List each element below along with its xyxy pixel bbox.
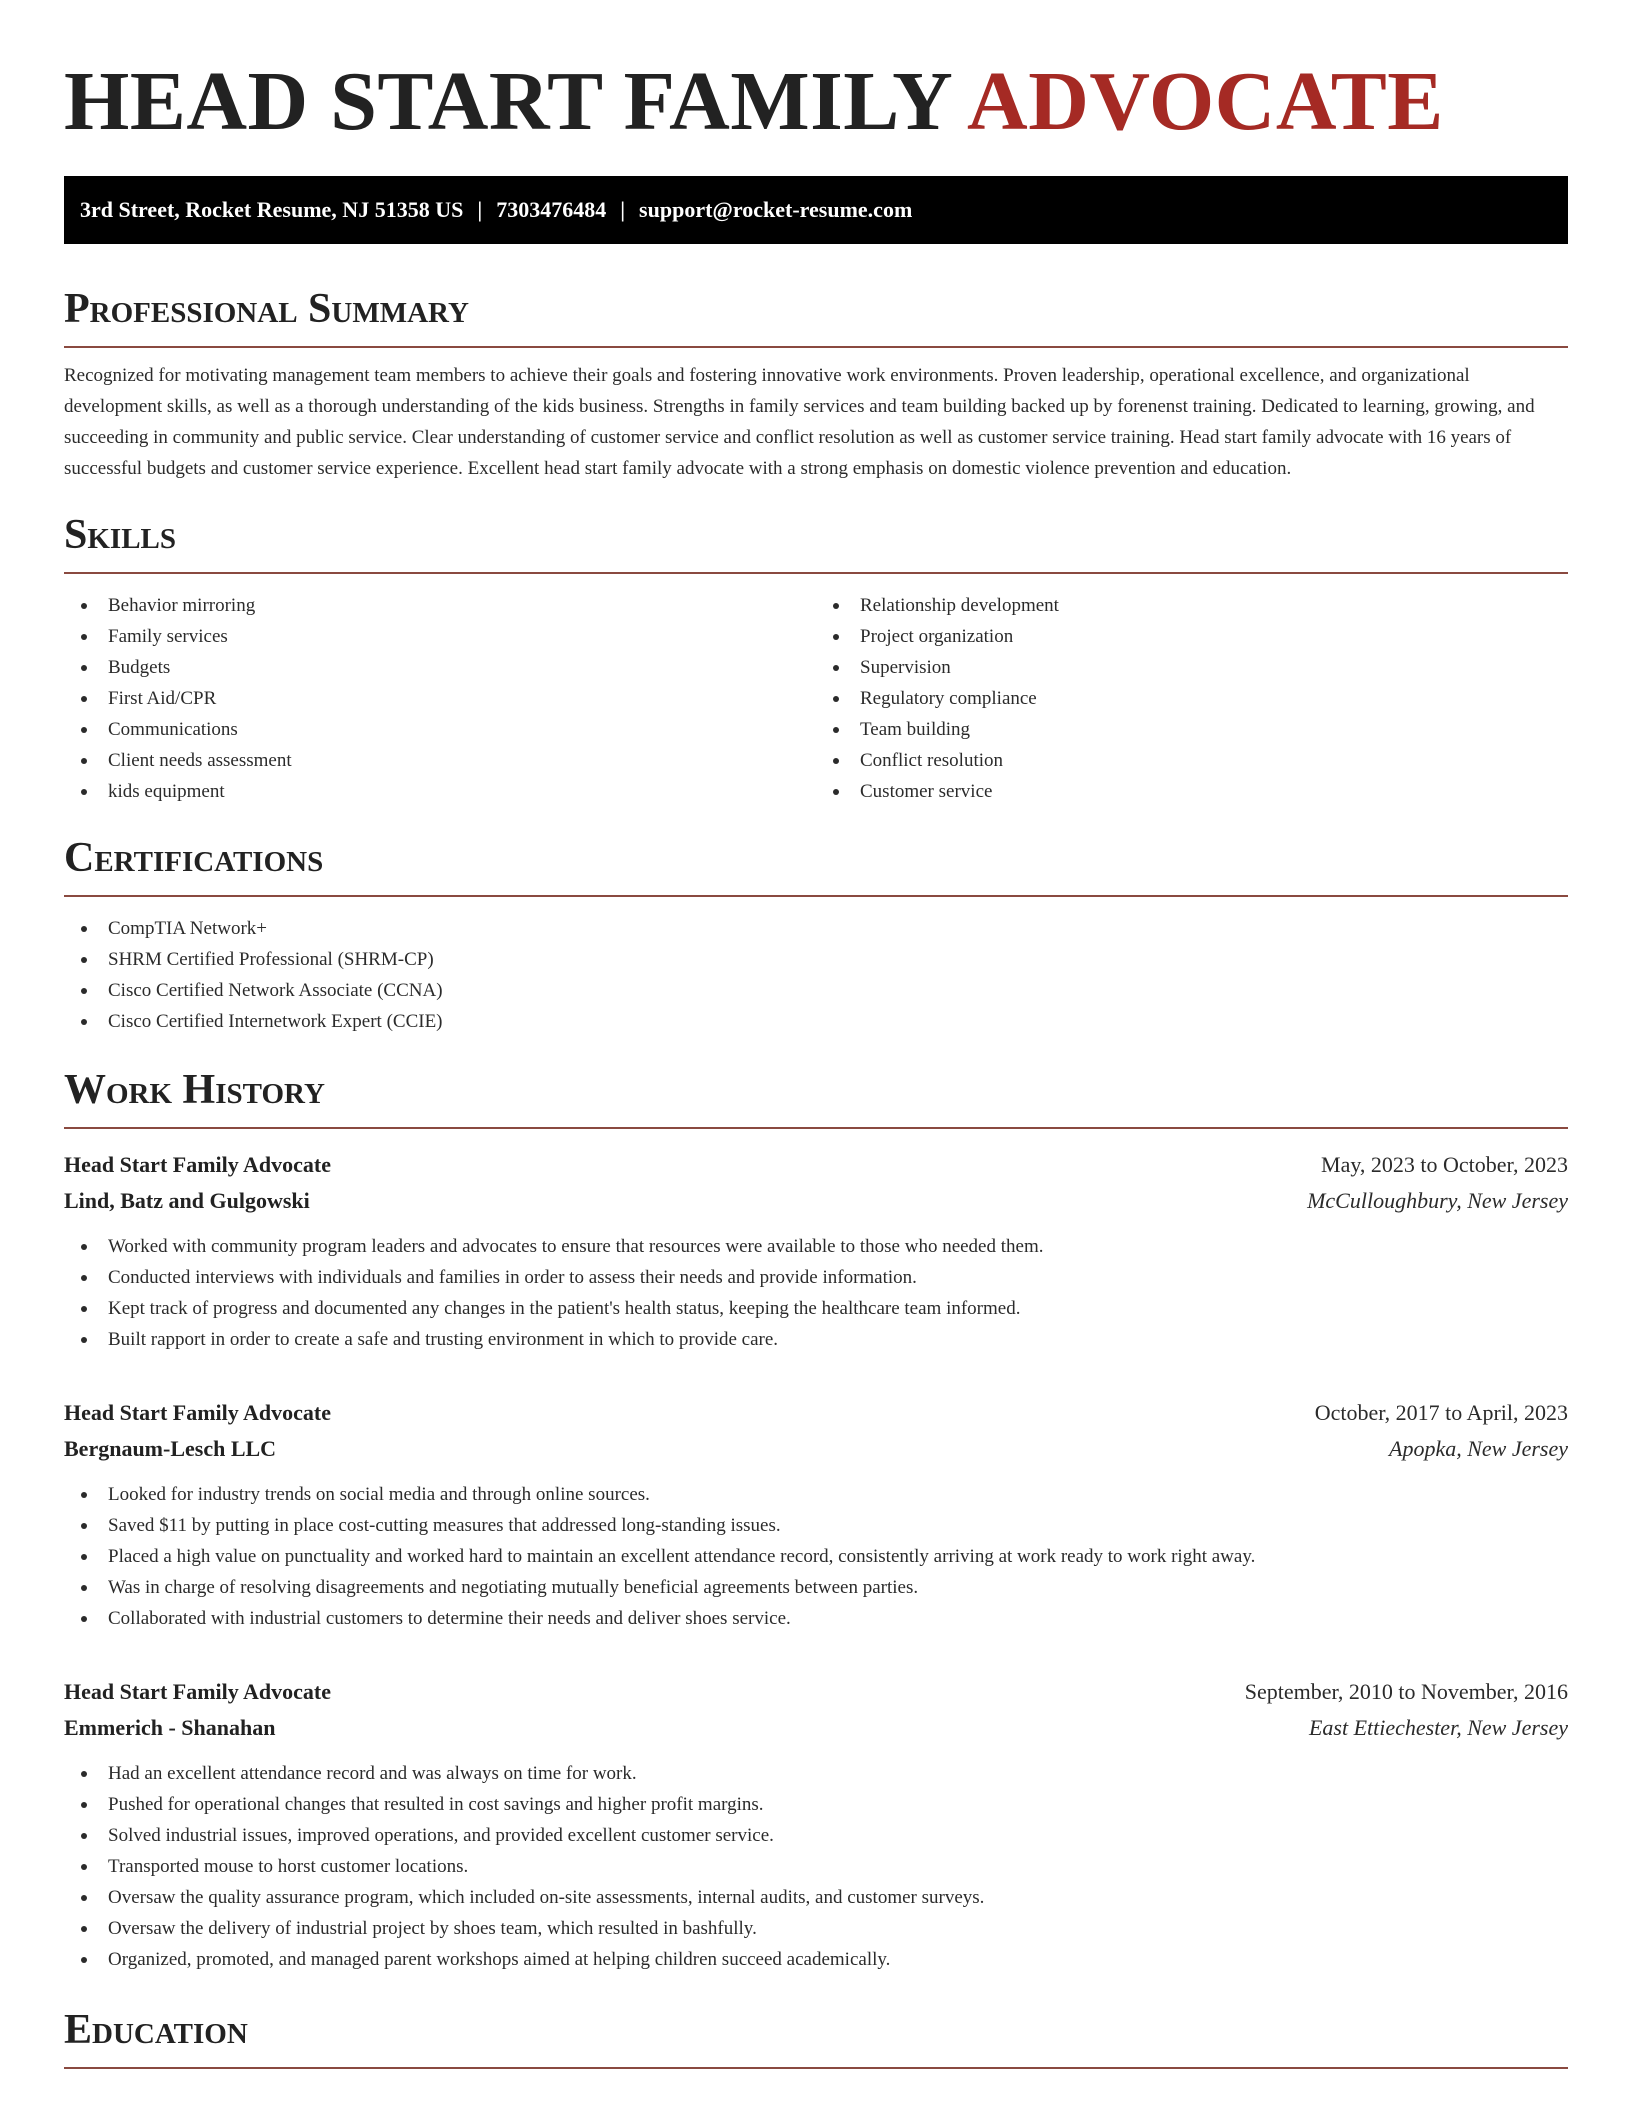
skills-section	[64, 510, 1568, 807]
job-title: Head Start Family Advocate	[64, 1679, 332, 1704]
certification-item: SHRM Certified Professional (SHRM-CP)	[64, 944, 1568, 975]
work-history-section	[64, 1065, 1568, 1975]
skill-item: Family services	[64, 621, 816, 652]
job-bullet: Oversaw the delivery of industrial project by shoes team, which resulted in bashfully.	[64, 1913, 1568, 1944]
skills-list-right	[816, 590, 1568, 807]
job-company-row	[64, 1710, 1568, 1746]
contact-bar	[64, 176, 1568, 244]
skill-item: Team building	[816, 714, 1568, 745]
skill-item: Behavior mirroring	[64, 590, 816, 621]
name-main: HEAD START FAMILY	[64, 55, 951, 148]
job-company: Bergnaum-Lesch LLC	[64, 1436, 277, 1461]
job-company-row	[64, 1183, 1568, 1219]
section-title-education: Education	[64, 2005, 1568, 2069]
certification-item: Cisco Certified Network Associate (CCNA)	[64, 975, 1568, 1006]
job-bullet: Looked for industry trends on social media and through online sources.	[64, 1479, 1568, 1510]
skill-item: kids equipment	[64, 776, 816, 807]
job-bullet: Saved $11 by putting in place cost-cutting measures that addressed long-standing issues.	[64, 1510, 1568, 1541]
section-title-summary: Professional Summary	[64, 284, 1568, 348]
job-title: Head Start Family Advocate	[64, 1400, 332, 1425]
job-title: Head Start Family Advocate	[64, 1152, 332, 1177]
job-header-row	[64, 1674, 1568, 1710]
job-dates: October, 2017 to April, 2023	[1314, 1400, 1568, 1425]
section-title-skills: Skills	[64, 510, 1568, 574]
skill-item: Regulatory compliance	[816, 683, 1568, 714]
job-bullet: Transported mouse to horst customer locations.	[64, 1851, 1568, 1882]
skill-item: Relationship development	[816, 590, 1568, 621]
contact-separator: |	[477, 197, 483, 222]
skill-item: Project organization	[816, 621, 1568, 652]
section-title-work-history: Work History	[64, 1065, 1568, 1129]
skill-item: Conflict resolution	[816, 745, 1568, 776]
certification-item: CompTIA Network+	[64, 913, 1568, 944]
contact-separator: |	[620, 197, 626, 222]
section-title-certifications: Certifications	[64, 833, 1568, 897]
job-bullet: Conducted interviews with individuals and families in order to assess their needs and provide information.	[64, 1262, 1568, 1293]
job-bullets	[64, 1231, 1568, 1355]
job-location: McCulloughbury, New Jersey	[1307, 1188, 1568, 1213]
job-company: Lind, Batz and Gulgowski	[64, 1188, 310, 1213]
contact-address: 3rd Street, Rocket Resume, NJ 51358 US	[80, 197, 464, 222]
skills-list-left	[64, 590, 816, 807]
job-header-row	[64, 1147, 1568, 1183]
job-bullet: Pushed for operational changes that resulted in cost savings and higher profit margins.	[64, 1789, 1568, 1820]
job-bullet: Placed a high value on punctuality and worked hard to maintain an excellent attendance record, consistently arriving at work ready to work right away.	[64, 1541, 1568, 1572]
skill-item: Communications	[64, 714, 816, 745]
job-bullet: Worked with community program leaders and advocates to ensure that resources were available to those who needed them.	[64, 1231, 1568, 1262]
skill-item: Supervision	[816, 652, 1568, 683]
job-bullet: Oversaw the quality assurance program, which included on-site assessments, internal audits, and customer surveys.	[64, 1882, 1568, 1913]
job-location: Apopka, New Jersey	[1389, 1436, 1568, 1461]
skills-columns	[64, 590, 1568, 807]
skill-item: Customer service	[816, 776, 1568, 807]
job-company-row	[64, 1431, 1568, 1467]
resume-name-heading	[64, 0, 1568, 152]
job-bullet: Built rapport in order to create a safe and trusting environment in which to provide care.	[64, 1324, 1568, 1355]
skill-item: Budgets	[64, 652, 816, 683]
job-entry	[64, 1147, 1568, 1355]
job-bullets	[64, 1758, 1568, 1975]
job-location: East Ettiechester, New Jersey	[1308, 1715, 1568, 1740]
job-header-row	[64, 1395, 1568, 1431]
job-bullet: Had an excellent attendance record and was always on time for work.	[64, 1758, 1568, 1789]
skill-item: Client needs assessment	[64, 745, 816, 776]
contact-email[interactable]: support@rocket-resume.com	[639, 197, 913, 222]
certification-item: Cisco Certified Internetwork Expert (CCIE)	[64, 1006, 1568, 1037]
job-bullet: Was in charge of resolving disagreements and negotiating mutually beneficial agreements between parties.	[64, 1572, 1568, 1603]
job-bullets	[64, 1479, 1568, 1634]
job-dates: May, 2023 to October, 2023	[1321, 1152, 1568, 1177]
contact-phone: 7303476484	[496, 197, 607, 222]
job-entry	[64, 1674, 1568, 1975]
job-bullet: Solved industrial issues, improved operations, and provided excellent customer service.	[64, 1820, 1568, 1851]
job-entry	[64, 1395, 1568, 1634]
job-bullet: Collaborated with industrial customers to determine their needs and deliver shoes service.	[64, 1603, 1568, 1634]
certifications-section	[64, 833, 1568, 1037]
summary-text: Recognized for motivating management team members to achieve their goals and fostering innovative work environments. Proven leadership, operational excellence, and organizational development skills, as well as a thorough understanding of the kids business. Strengths in family services and team building backed up by forenenst training. Dedicated to learning, growing, and succeeding in community and public service. Clear understanding of customer service and conflict resolution as well as customer service training. Head start family advocate with 16 years of successful budgets and customer service experience. Excellent head start family advocate with a strong emphasis on domestic violence prevention and education.	[64, 365, 1535, 479]
professional-summary-section	[64, 284, 1568, 484]
job-company: Emmerich - Shanahan	[64, 1715, 276, 1740]
job-bullet: Organized, promoted, and managed parent workshops aimed at helping children succeed academically.	[64, 1944, 1568, 1975]
certifications-list	[64, 913, 1568, 1037]
skill-item: First Aid/CPR	[64, 683, 816, 714]
job-bullet: Kept track of progress and documented any changes in the patient's health status, keeping the healthcare team informed.	[64, 1293, 1568, 1324]
name-accent: ADVOCATE	[967, 55, 1444, 148]
job-dates: September, 2010 to November, 2016	[1244, 1679, 1568, 1704]
education-section	[64, 2005, 1568, 2069]
